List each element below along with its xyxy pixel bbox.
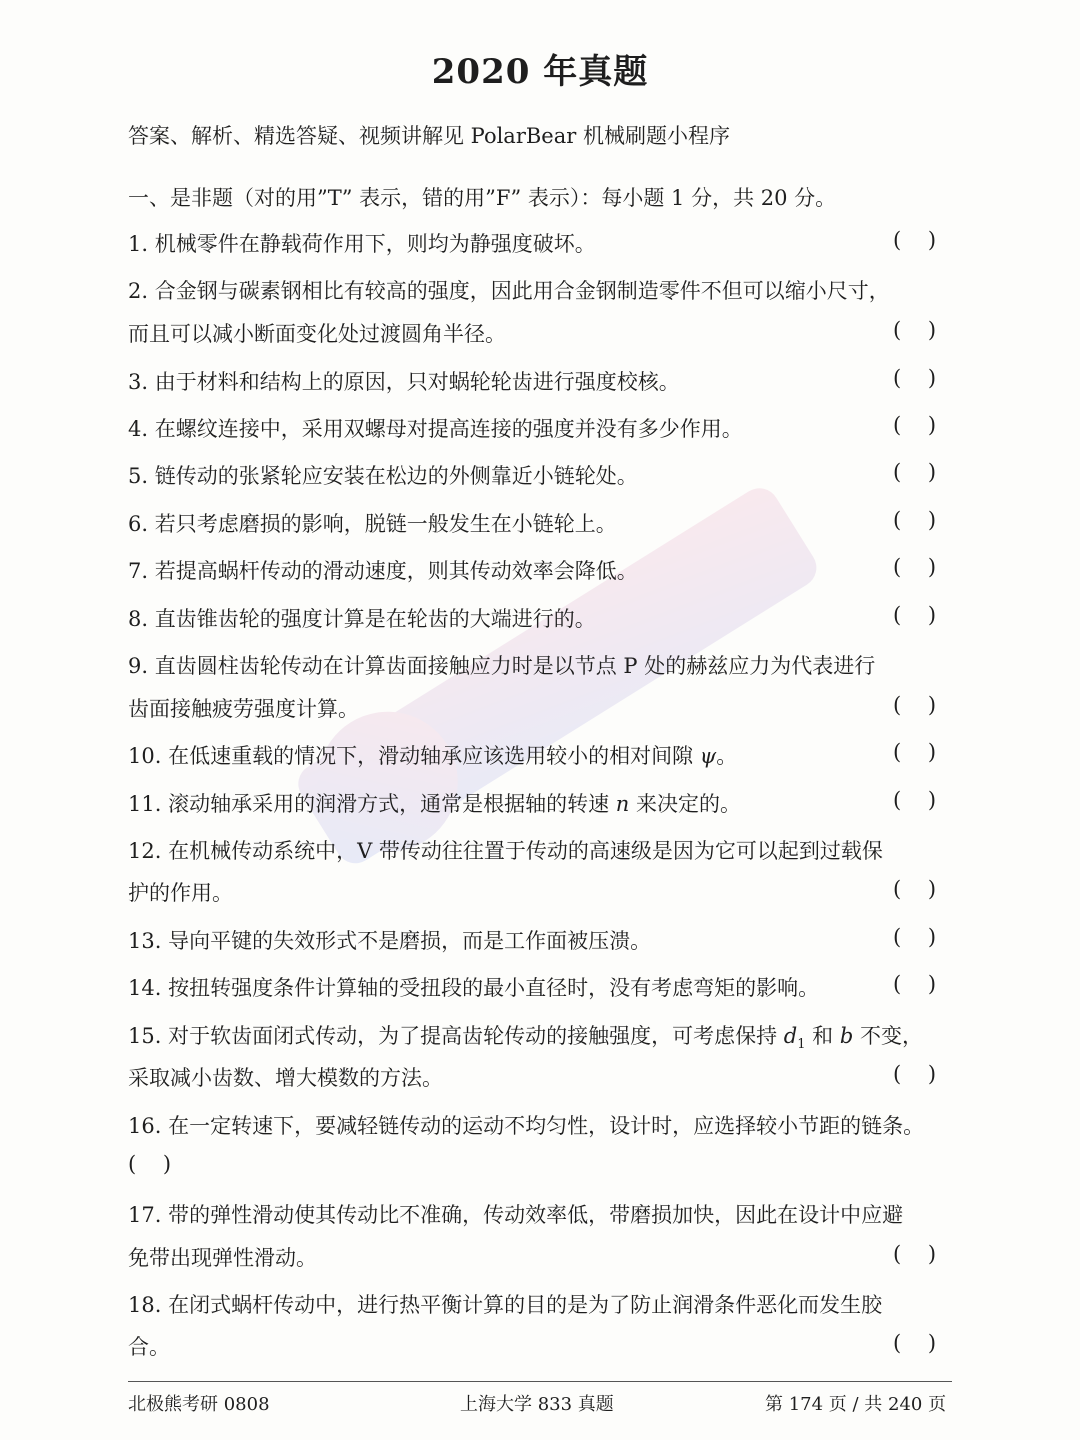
subtitle: 答案、解析、精选答疑、视频讲解见 PolarBear 机械刷题小程序 [128,124,730,148]
symbol-d: d [783,1024,798,1048]
answer-blank-14: ( ) [893,972,937,996]
question-11 [128,788,741,818]
answer-blank-12: ( ) [893,877,937,901]
answer-blank-15: ( ) [893,1062,937,1086]
answer-blank-11: ( ) [893,788,937,812]
question-13: 13. 导向平键的失效形式不是磨损，而是工作面被压溃。 [128,929,652,953]
symbol-psi: ψ [699,744,717,768]
question-3: 3. 由于材料和结构上的原因，只对蜗轮轮齿进行强度校核。 [128,370,680,394]
question-10-end: 。 [716,744,738,768]
question-15-mid: 和 [805,1024,840,1048]
footer-page-number: 第 174 页 / 共 240 页 [765,1394,947,1415]
answer-blank-2: ( ) [893,318,937,342]
question-8: 8. 直齿锥齿轮的强度计算是在轮齿的大端进行的。 [128,607,596,631]
question-12-line-1: 12. 在机械传动系统中，V 带传动往往置于传动的高速级是因为它可以起到过载保 [128,839,883,863]
question-15-text: 15. 对于软齿面闭式传动，为了提高齿轮传动的接触强度，可考虑保持 [128,1024,784,1048]
question-15-line-1 [128,1020,923,1052]
question-11-end: 来决定的。 [629,792,741,816]
footer-center: 上海大学 833 真题 [460,1394,614,1415]
question-10-text: 10. 在低速重载的情况下，滑动轴承应该选用较小的相对间隙 [128,744,700,768]
answer-blank-7: ( ) [893,555,937,579]
question-6: 6. 若只考虑磨损的影响，脱链一般发生在小链轮上。 [128,512,617,536]
page-title: 2020 年真题 [431,52,649,92]
answer-blank-9: ( ) [893,693,937,717]
question-4: 4. 在螺纹连接中，采用双螺母对提高连接的强度并没有多少作用。 [128,417,743,441]
question-7: 7. 若提高蜗杆传动的滑动速度，则其传动效率会降低。 [128,559,638,583]
question-16: 16. 在一定转速下，要减轻链传动的运动不均匀性，设计时，应选择较小节距的链条。 [128,1114,925,1138]
symbol-b: b [839,1024,854,1048]
answer-blank-5: ( ) [893,460,937,484]
question-11-text: 11. 滚动轴承采用的润滑方式，通常是根据轴的转速 [128,792,616,816]
question-12-line-2: 护的作用。 [128,881,233,905]
question-5: 5. 链传动的张紧轮应安装在松边的外侧靠近小链轮处。 [128,464,638,488]
question-14: 14. 按扭转强度条件计算轴的受扭段的最小直径时，没有考虑弯矩的影响。 [128,976,820,1000]
answer-blank-17: ( ) [893,1242,937,1266]
answer-blank-6: ( ) [893,508,937,532]
symbol-n: n [615,792,630,816]
answer-blank-10: ( ) [893,740,937,764]
question-15-line-2: 采取减小齿数、增大模数的方法。 [128,1066,443,1090]
answer-blank-13: ( ) [893,925,937,949]
question-2-line-2: 而且可以减小断面变化处过渡圆角半径。 [128,322,506,346]
footer-divider [128,1381,952,1382]
section-header: 一、是非题（对的用”T” 表示，错的用”F” 表示）：每小题 1 分，共 20 分。 [128,186,837,210]
subscript-1: 1 [797,1037,806,1053]
question-2-line-1: 2. 合金钢与碳素钢相比有较高的强度，因此用合金钢制造零件不但可以缩小尺寸， [128,279,890,303]
question-9-line-1: 9. 直齿圆柱齿轮传动在计算齿面接触应力时是以节点 P 处的赫兹应力为代表进行 [128,654,876,678]
question-17-line-2: 免带出现弹性滑动。 [128,1246,317,1270]
question-18-line-1: 18. 在闭式蜗杆传动中，进行热平衡计算的目的是为了防止润滑条件恶化而发生胶 [128,1293,883,1317]
answer-blank-18: ( ) [893,1331,937,1355]
answer-blank-16: ( ) [128,1152,172,1176]
question-10 [128,740,737,770]
question-1: 1. 机械零件在静载荷作用下，则均为静强度破坏。 [128,232,596,256]
answer-blank-3: ( ) [893,366,937,390]
answer-blank-4: ( ) [893,413,937,437]
answer-blank-1: ( ) [893,228,937,252]
question-17-line-1: 17. 带的弹性滑动使其传动比不准确，传动效率低，带磨损加快，因此在设计中应避 [128,1203,904,1227]
answer-blank-8: ( ) [893,603,937,627]
question-15-end: 不变， [853,1024,923,1048]
question-9-line-2: 齿面接触疲劳强度计算。 [128,697,359,721]
footer-left: 北极熊考研 0808 [128,1394,270,1415]
question-18-line-2: 合。 [128,1335,170,1359]
